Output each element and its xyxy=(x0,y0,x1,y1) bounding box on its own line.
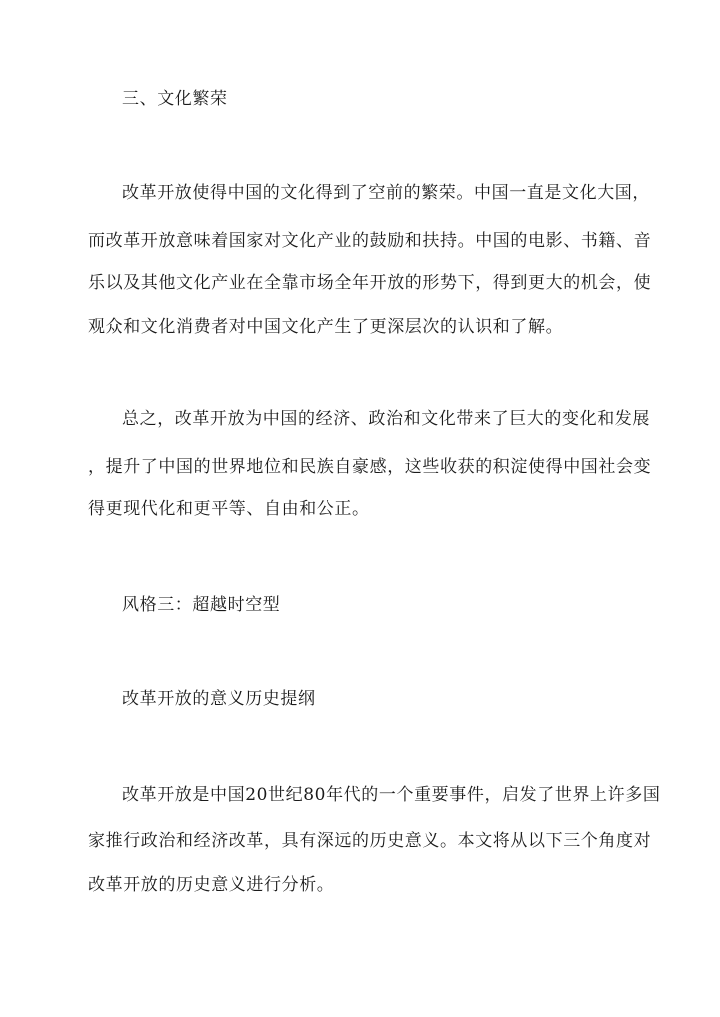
paragraph-intro-line-2: 家推行政治和经济改革，具有深远的历史意义。本文将从以下三个角度对 xyxy=(88,831,652,851)
paragraph-culture-line-1: 改革开放使得中国的文化得到了空前的繁荣。中国一直是文化大国， xyxy=(122,183,650,203)
section-heading-culture: 三、文化繁荣 xyxy=(122,89,228,109)
paragraph-summary-line-3: 得更现代化和更平等、自由和公正。 xyxy=(88,499,370,519)
paragraph-culture-line-2: 而改革开放意味着国家对文化产业的鼓励和扶持。中国的电影、书籍、音 xyxy=(88,231,652,251)
paragraph-summary-line-2: ，提升了中国的世界地位和民族自豪感，这些收获的积淀使得中国社会变 xyxy=(88,457,652,477)
outline-title: 改革开放的意义历史提纲 xyxy=(122,689,316,709)
style-heading: 风格三：超越时空型 xyxy=(122,595,281,615)
paragraph-intro-line-3: 改革开放的历史意义进行分析。 xyxy=(88,875,335,895)
paragraph-intro-line-1: 改革开放是中国20世纪80年代的一个重要事件，启发了世界上许多国 xyxy=(122,785,661,805)
paragraph-culture-line-3: 乐以及其他文化产业在全靠市场全年开放的形势下，得到更大的机会，使 xyxy=(88,273,652,293)
paragraph-culture-line-4: 观众和文化消费者对中国文化产生了更深层次的认识和了解。 xyxy=(88,317,564,337)
paragraph-summary-line-1: 总之，改革开放为中国的经济、政治和文化带来了巨大的变化和发展 xyxy=(122,409,650,429)
